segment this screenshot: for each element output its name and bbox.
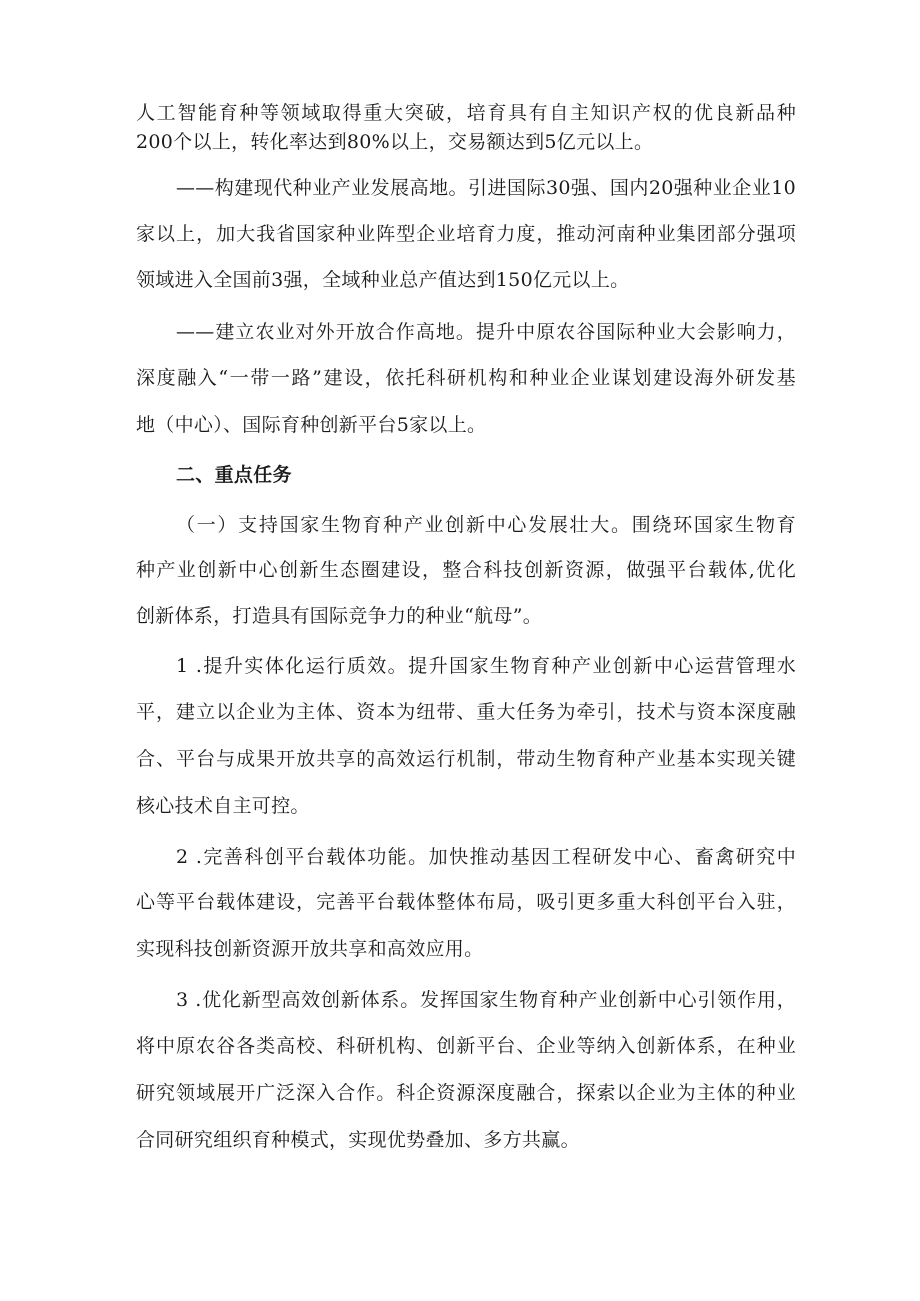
list-item-line: 平，建立以企业为主体、资本为纽带、重大任务为牵引，技术与资本深度融 [136, 701, 796, 723]
section-heading: 二、重点任务 [176, 464, 292, 486]
paragraph-line: 200个以上，转化率达到80%以上，交易额达到5亿元以上。 [136, 131, 654, 153]
list-item-line: 实现科技创新资源开放共享和高效应用。 [136, 938, 484, 960]
paragraph-line: ——建立农业对外开放合作高地。提升中原农谷国际种业大会影响力， [176, 321, 796, 343]
list-item-line: 合、平台与成果开放共享的高效运行机制，带动生物育种产业基本实现关键 [136, 748, 796, 770]
paragraph-line: 人工智能育种等领域取得重大突破，培育具有自主知识产权的优良新品种 [136, 102, 796, 124]
paragraph-line: 家以上，加大我省国家种业阵型企业培育力度，推动河南种业集团部分强项 [136, 223, 796, 245]
paragraph-line: 领域进入全国前3强，全域种业总产值达到150亿元以上。 [136, 269, 630, 291]
list-item-line: 心等平台载体建设，完善平台载体整体布局，吸引更多重大科创平台入驻， [136, 891, 796, 913]
paragraph-line: 地（中心）、国际育种创新平台5家以上。 [136, 414, 487, 436]
paragraph-line: （一）支持国家生物育种产业创新中心发展壮大。围绕环国家生物育 [176, 514, 796, 536]
paragraph-line: 创新体系，打造具有国际竞争力的种业“航母”。 [136, 605, 543, 627]
paragraph-line: ——构建现代种业产业发展高地。引进国际30强、国内20强种业企业10 [176, 177, 796, 199]
list-item-line: 合同研究组织育种模式，实现优势叠加、多方共赢。 [136, 1129, 580, 1151]
list-item-line: 1 .提升实体化运行质效。提升国家生物育种产业创新中心运营管理水 [176, 655, 796, 677]
list-item-line: 3 .优化新型高效创新体系。发挥国家生物育种产业创新中心引领作用， [176, 989, 796, 1011]
paragraph-line: 深度融入“一带一路”建设，依托科研机构和种业企业谋划建设海外研发基 [136, 367, 796, 389]
list-item-line: 研究领域展开广泛深入合作。科企资源深度融合，探索以企业为主体的种业 [136, 1082, 796, 1104]
paragraph-line: 种产业创新中心创新生态圈建设，整合科技创新资源，做强平台载体,优化 [136, 559, 796, 581]
list-item-line: 将中原农谷各类高校、科研机构、创新平台、企业等纳入创新体系，在种业 [136, 1035, 796, 1057]
list-item-line: 2 .完善科创平台载体功能。加快推动基因工程研发中心、畜禽研究中 [176, 846, 796, 868]
list-item-line: 核心技术自主可控。 [136, 795, 310, 817]
